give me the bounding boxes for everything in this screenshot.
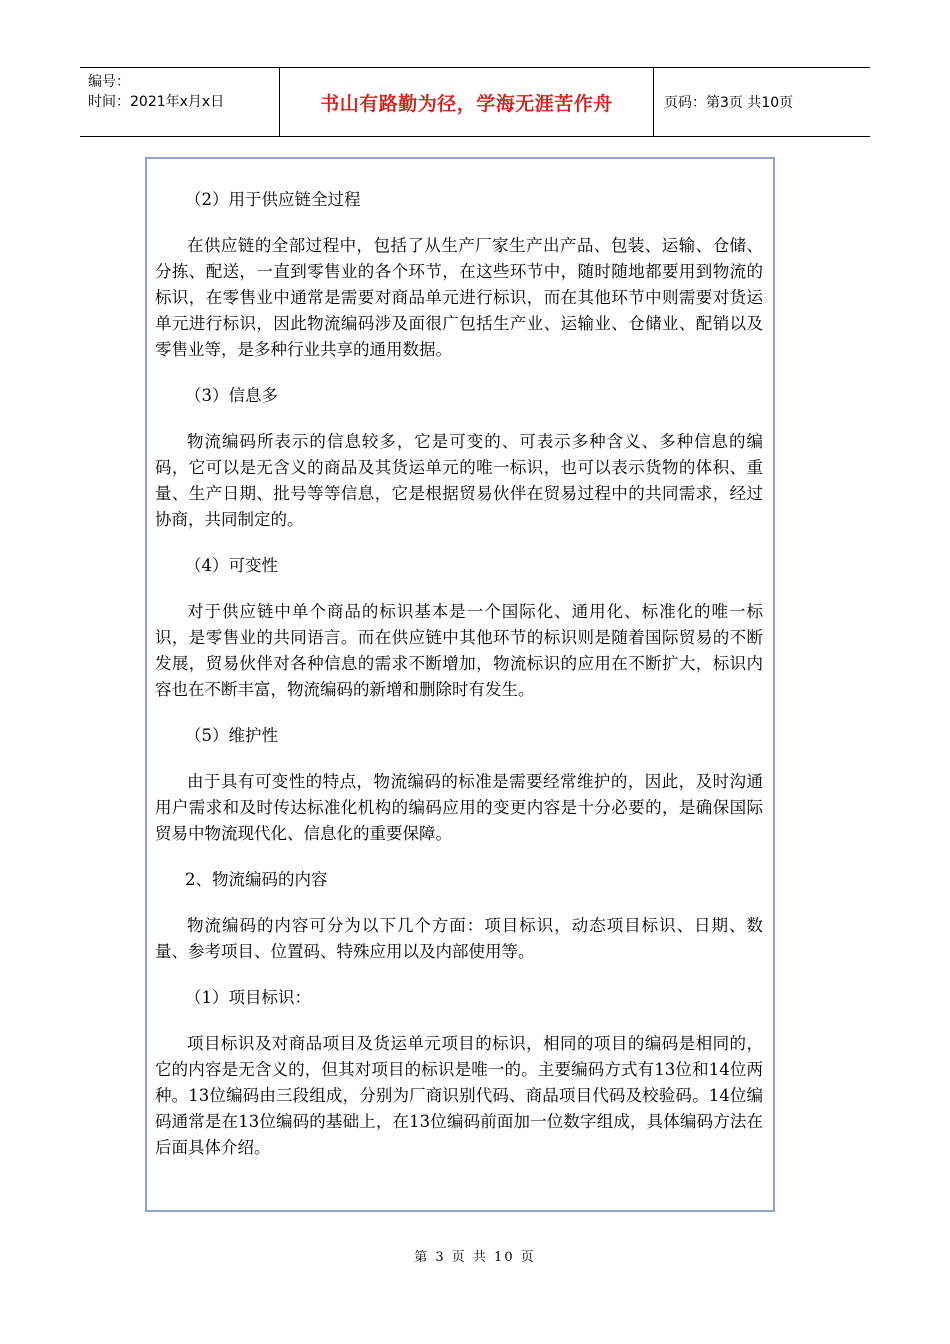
subheading: （5）维护性 (185, 726, 278, 745)
paragraph: 对于供应链中单个商品的标识基本是一个国际化、通用化、标准化的唯一标识，是零售业的共同语言。而在供应链中其他环节的标识则是随着国际贸易的不断发展，贸易伙伴对各种信息的需求不断增加，物流标识的应用在不断扩大，标识内容也在不断丰富，物流编码的新增和删除时有发生。 (155, 602, 763, 699)
subheading: （2）用于供应链全过程 (185, 190, 361, 209)
header-motto: 书山有路勤为径，学海无涯苦作舟 (280, 68, 654, 136)
subheading: （4）可变性 (185, 556, 278, 575)
header-page-number: 页码：第3页 共10页 (664, 95, 794, 111)
paragraph: 在供应链的全部过程中，包括了从生产厂家生产出产品、包装、运输、仓储、分拣、配送，一直到零售业的各个环节，在这些环节中，随时随地都要用到物流的标识，在零售业中通常是需要对商品单元进行标识，而在其他环节中则需要对货运单元进行标识，因此物流编码涉及面很广包括生产业、运输业、仓储业、配销以及零售业等，是多种行业共享的通用数据。 (155, 236, 763, 359)
paragraph: 物流编码所表示的信息较多，它是可变的、可表示多种含义、多种信息的编码，它可以是无含义的商品及其货运单元的唯一标识，也可以表示货物的体积、重量、生产日期、批号等等信息，它是根据贸易伙伴在贸易过程中的共同需求，经过协商，共同制定的。 (155, 432, 763, 529)
paragraph: 物流编码的内容可分为以下几个方面：项目标识，动态项目标识、日期、数量、参考项目、位置码、特殊应用以及内部使用等。 (155, 916, 763, 961)
page-header (80, 67, 870, 137)
header-meta (80, 68, 280, 136)
content-box (145, 157, 775, 1212)
paragraph: 项目标识及对商品项目及货运单元项目的标识，相同的项目的编码是相同的，它的内容是无含义的，但其对项目的标识是唯一的。主要编码方式有13位和14位两种。13位编码由三段组成，分别为厂商识别代码、商品项目代码及校验码。14位编码通常是在13位编码的基础上，在13位编码前面加一位数字组成，具体编码方法在后面具体介绍。 (155, 1034, 763, 1157)
subheading: （3）信息多 (185, 386, 278, 405)
doc-date: 时间：2021年x月x日 (88, 94, 225, 110)
page-footer: 第 3 页 共 10 页 (414, 1250, 536, 1265)
paragraph: 由于具有可变性的特点，物流编码的标准是需要经常维护的，因此，及时沟通用户需求和及时传达标准化机构的编码应用的变更内容是十分必要的，是确保国际贸易中物流现代化、信息化的重要保障。 (155, 772, 763, 843)
subheading: （1）项目标识： (185, 988, 311, 1007)
doc-number: 编号： (88, 74, 130, 90)
subheading: 2、物流编码的内容 (185, 870, 328, 889)
